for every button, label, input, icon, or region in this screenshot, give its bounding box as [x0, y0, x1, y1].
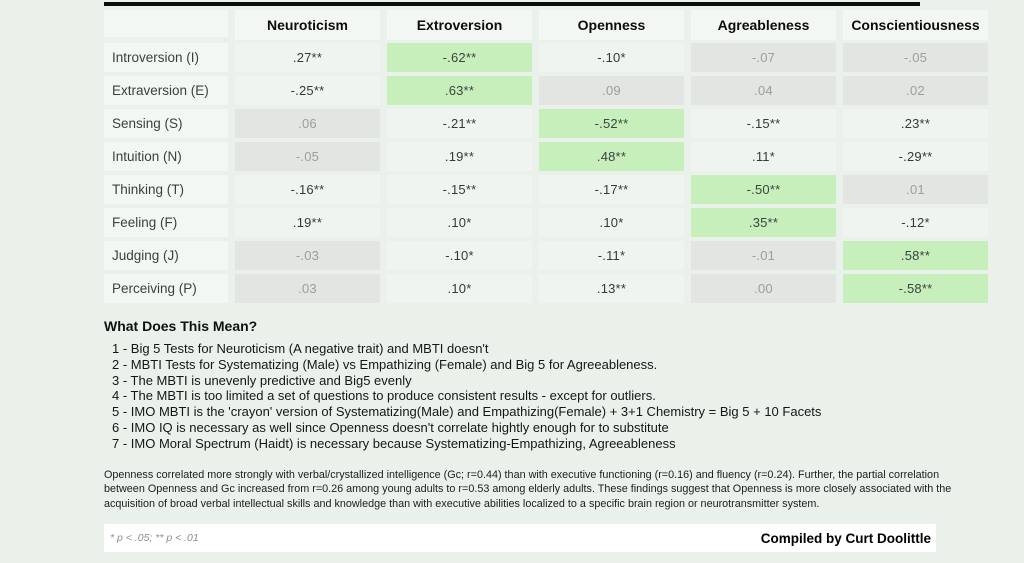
table-cell: -.11*	[539, 241, 684, 270]
table-cell: -.17**	[539, 175, 684, 204]
analysis-point: 3 - The MBTI is unevenly predictive and Big5 evenly	[112, 372, 412, 388]
row-label: Judging (J)	[104, 241, 228, 270]
table-cell: -.58**	[843, 274, 988, 303]
table-cell: .13**	[539, 274, 684, 303]
openness-research-note: Openness correlated more strongly with verbal/crystallized intelligence (Gc; r=0.44) than with executive functioning (r=0.16) and fluency (r=0.24). Further, the partial correlation between Openness and Gc increased from r=0.26 among young adults to r=0.53 among elderly adults. These findings suggest that Openness is more closely associated with the acquisition of broad verbal intellectual skills and knowledge than with executive abilities localized to a specific brain region or neurotransmitter system.	[104, 469, 952, 510]
table-cell: .00	[691, 274, 836, 303]
column-header: Conscientiousness	[843, 10, 988, 40]
analysis-section	[104, 318, 984, 452]
table-cell: .01	[843, 175, 988, 204]
table-cell: -.50**	[691, 175, 836, 204]
row-label: Thinking (T)	[104, 175, 228, 204]
correlation-table	[104, 10, 988, 303]
row-label: Feeling (F)	[104, 208, 228, 237]
table-cell: -.01	[691, 241, 836, 270]
table-cell: -.62**	[387, 43, 532, 72]
table-cell: .27**	[235, 43, 380, 72]
table-cell: -.10*	[387, 241, 532, 270]
table-cell: -.52**	[539, 109, 684, 138]
table-cell: .23**	[843, 109, 988, 138]
table-cell: .04	[691, 76, 836, 105]
table-cell: -.10*	[539, 43, 684, 72]
table-cell: -.07	[691, 43, 836, 72]
column-header: Neuroticism	[235, 10, 380, 40]
table-cell: -.21**	[387, 109, 532, 138]
table-cell: -.05	[843, 43, 988, 72]
table-cell: .10*	[387, 208, 532, 237]
analysis-point: 2 - MBTI Tests for Systematizing (Male) vs Empathizing (Female) and Big 5 for Agreeableness.	[112, 356, 658, 372]
analysis-heading: What Does This Mean?	[104, 318, 258, 334]
top-divider-bar	[104, 2, 920, 6]
table-cell: -.29**	[843, 142, 988, 171]
table-cell: -.05	[235, 142, 380, 171]
row-label: Extraversion (E)	[104, 76, 228, 105]
row-label: Introversion (I)	[104, 43, 228, 72]
significance-legend: * p < .05; ** p < .01	[110, 532, 199, 544]
table-cell: .11*	[691, 142, 836, 171]
table-cell: .48**	[539, 142, 684, 171]
credit-line: Compiled by Curt Doolittle	[760, 530, 931, 546]
row-label: Sensing (S)	[104, 109, 228, 138]
table-cell: .63**	[387, 76, 532, 105]
table-cell: -.12*	[843, 208, 988, 237]
table-cell: -.15**	[691, 109, 836, 138]
table-cell: -.15**	[387, 175, 532, 204]
column-header: Openness	[539, 10, 684, 40]
table-cell: .35**	[691, 208, 836, 237]
table-cell: .58**	[843, 241, 988, 270]
row-label: Perceiving (P)	[104, 274, 228, 303]
table-cell: .06	[235, 109, 380, 138]
column-header: Extroversion	[387, 10, 532, 40]
table-cell: .03	[235, 274, 380, 303]
table-cell: -.03	[235, 241, 380, 270]
table-corner-cell	[104, 10, 228, 37]
analysis-point: 1 - Big 5 Tests for Neuroticism (A negative trait) and MBTI doesn't	[112, 341, 489, 356]
analysis-point: 4 - The MBTI is too limited a set of questions to produce consistent results - except for outliers.	[112, 388, 656, 404]
column-header: Agreableness	[691, 10, 836, 40]
analysis-point: 6 - IMO IQ is necessary as well since Openness doesn't correlate hightly enough for to substitute	[112, 419, 669, 435]
footer-bar	[104, 524, 936, 552]
table-cell: .10*	[387, 274, 532, 303]
table-cell: -.25**	[235, 76, 380, 105]
table-cell: -.16**	[235, 175, 380, 204]
table-cell: .02	[843, 76, 988, 105]
table-cell: .10*	[539, 208, 684, 237]
table-cell: .19**	[235, 208, 380, 237]
analysis-point: 5 - IMO MBTI is the 'crayon' version of Systematizing(Male) and Empathizing(Female) + 3+1 Chemistry = Big 5 + 10 Facets	[112, 404, 822, 420]
analysis-point: 7 - IMO Moral Spectrum (Haidt) is necessary because Systematizing-Empathizing, Agreeableness	[112, 435, 676, 451]
table-cell: .09	[539, 76, 684, 105]
row-label: Intuition (N)	[104, 142, 228, 171]
table-cell: .19**	[387, 142, 532, 171]
